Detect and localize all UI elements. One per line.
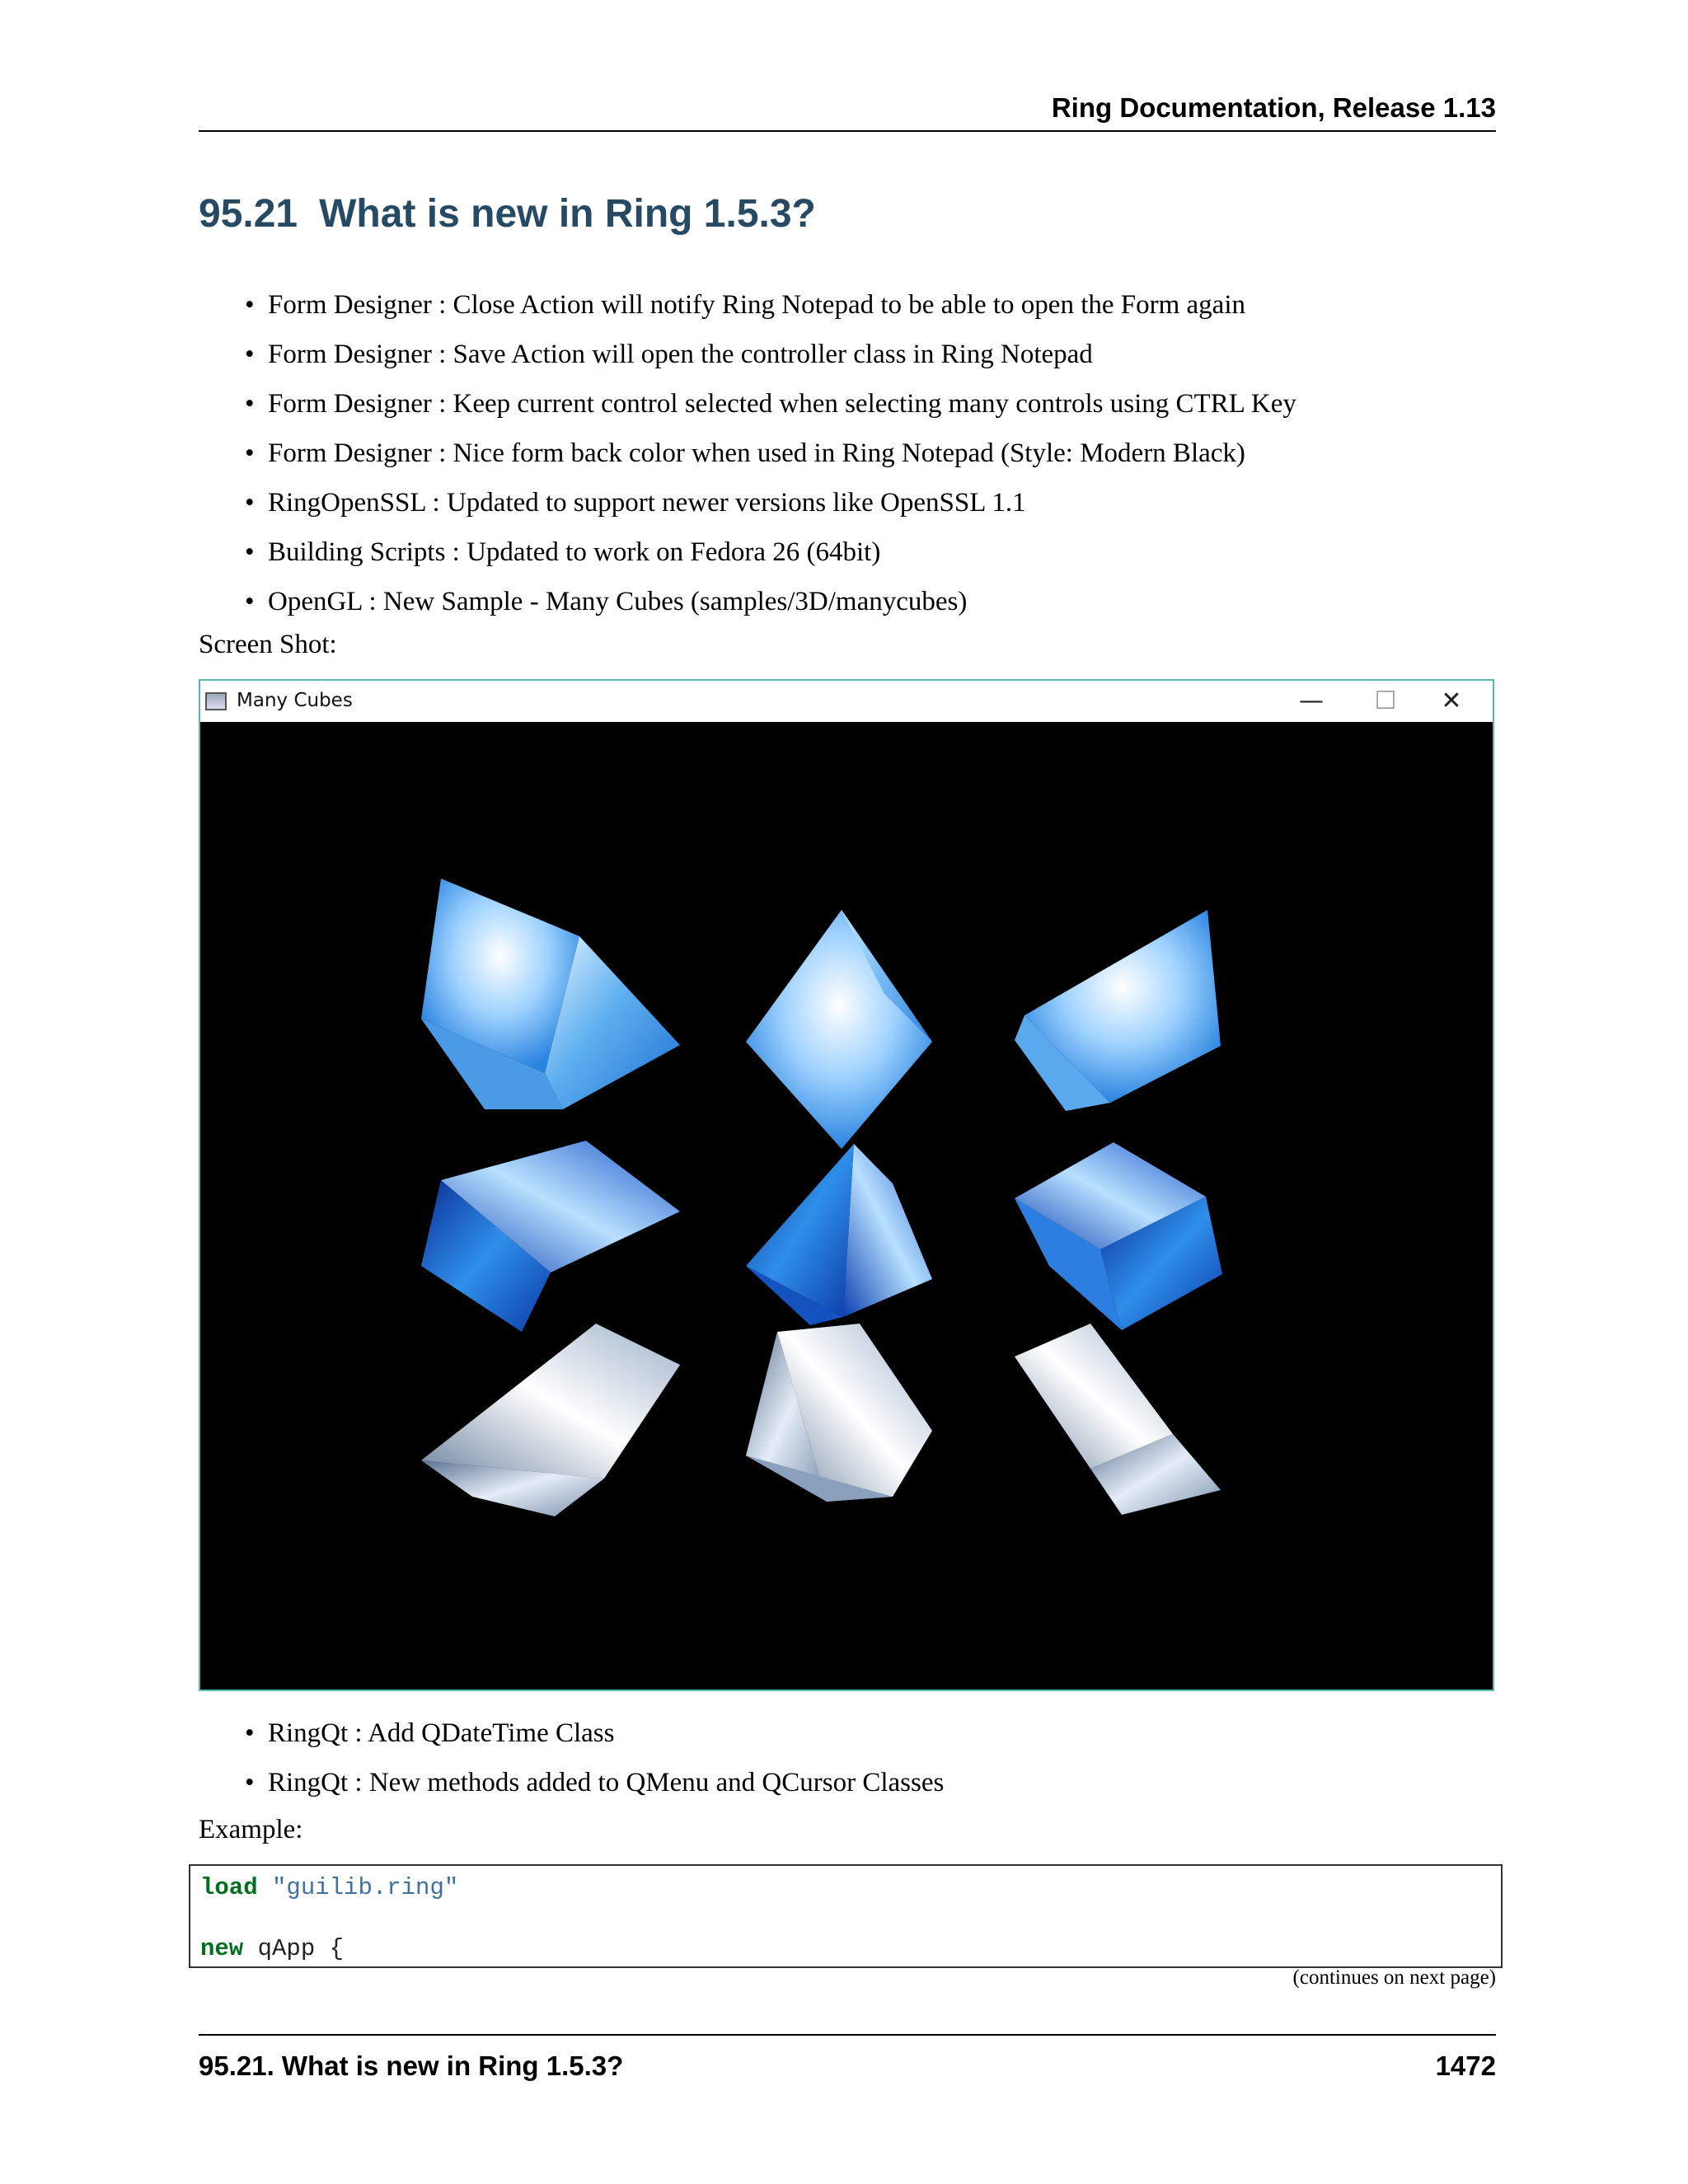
cube-top-center bbox=[746, 910, 932, 1149]
cube-top-left bbox=[421, 879, 680, 1109]
code-keyword: new bbox=[200, 1935, 244, 1962]
continues-note: (continues on next page) bbox=[1292, 1966, 1496, 1989]
page-footer bbox=[199, 2034, 1496, 2081]
section-number: 95.21 bbox=[199, 192, 298, 236]
cube-middle-center bbox=[746, 1144, 932, 1325]
feature-list bbox=[199, 280, 1296, 626]
code-line bbox=[200, 1874, 458, 1901]
list-item: • RingQt : New methods added to QMenu and QCursor Classes bbox=[199, 1758, 944, 1807]
code-block bbox=[189, 1864, 1503, 1968]
list-item: • RingOpenSSL : Updated to support newer versions like OpenSSL 1.1 bbox=[199, 478, 1296, 527]
section-heading: What is new in Ring 1.5.3? bbox=[319, 192, 816, 236]
window-title: Many Cubes bbox=[237, 690, 353, 711]
screenshot-window bbox=[199, 679, 1494, 1691]
app-window-icon bbox=[205, 692, 227, 710]
close-button[interactable]: ✕ bbox=[1441, 687, 1462, 715]
code-keyword: load bbox=[200, 1874, 258, 1901]
cube-bottom-right bbox=[1015, 1324, 1221, 1515]
cubes-render bbox=[200, 722, 1493, 1690]
maximize-button[interactable]: ☐ bbox=[1374, 687, 1397, 715]
cube-bottom-center bbox=[746, 1324, 932, 1502]
page-number: 1472 bbox=[1435, 2050, 1496, 2081]
list-item: • Form Designer : Save Action will open the controller class in Ring Notepad bbox=[199, 330, 1296, 379]
code-text: qApp { bbox=[243, 1935, 345, 1962]
list-item: • Form Designer : Nice form back color when used in Ring Notepad (Style: Modern Black) bbox=[199, 429, 1296, 478]
opengl-viewport bbox=[200, 722, 1493, 1690]
header-title: Ring Documentation, Release 1.13 bbox=[1051, 92, 1496, 123]
list-item: • Building Scripts : Updated to work on Fedora 26 (64bit) bbox=[199, 527, 1296, 577]
list-item: • OpenGL : New Sample - Many Cubes (samples/3D/manycubes) bbox=[199, 577, 1296, 626]
footer-section: 95.21. What is new in Ring 1.5.3? bbox=[199, 2050, 624, 2081]
code-string: "guilib.ring" bbox=[272, 1874, 459, 1901]
page-header bbox=[199, 92, 1496, 132]
cube-middle-left bbox=[421, 1141, 680, 1332]
minimize-button[interactable]: — bbox=[1299, 687, 1324, 715]
screen-shot-label: Screen Shot: bbox=[199, 630, 337, 659]
cube-middle-right bbox=[1015, 1142, 1222, 1330]
code-line bbox=[200, 1935, 344, 1962]
cube-bottom-left bbox=[421, 1324, 680, 1516]
list-item: • Form Designer : Close Action will notify Ring Notepad to be able to open the Form again bbox=[199, 280, 1296, 330]
section-title bbox=[199, 191, 816, 237]
example-label: Example: bbox=[199, 1815, 303, 1844]
list-item: • RingQt : Add QDateTime Class bbox=[199, 1708, 944, 1758]
list-item: • Form Designer : Keep current control selected when selecting many controls using CTRL Key bbox=[199, 379, 1296, 429]
cube-top-right bbox=[1015, 910, 1221, 1111]
window-titlebar bbox=[200, 681, 1493, 722]
ringqt-list bbox=[199, 1708, 944, 1807]
